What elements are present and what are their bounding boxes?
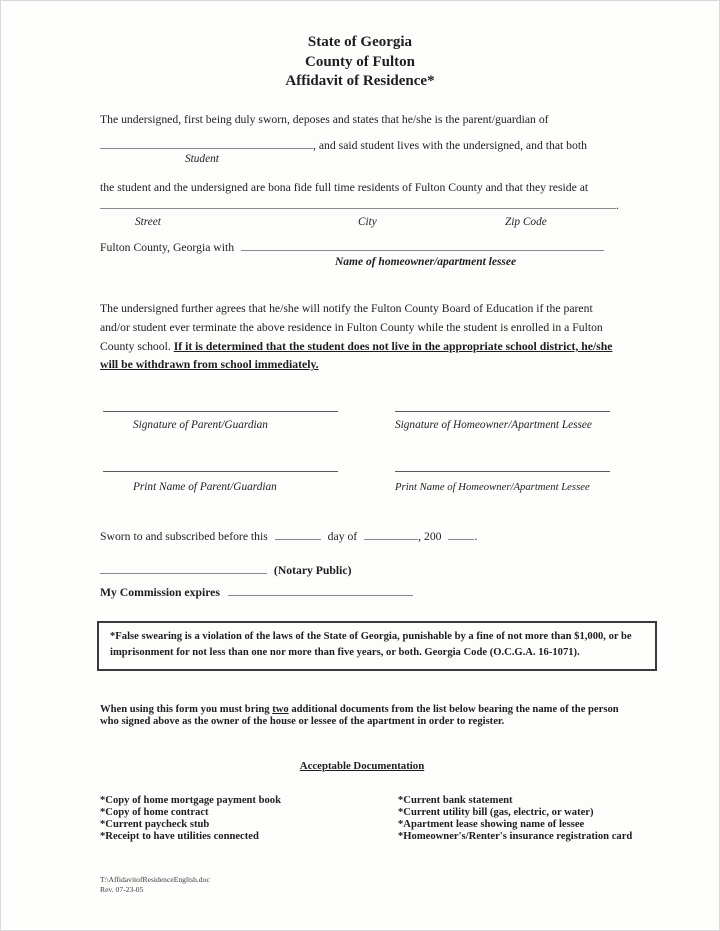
intro-line-2-text: , and said student lives with the undersigned, and that both [313, 139, 587, 152]
signature-parent-label: Signature of Parent/Guardian [133, 419, 268, 431]
intro-line-3: the student and the undersigned are bona fide full time residents of Fulton County and that they reside at [100, 181, 589, 194]
notary-public-label: (Notary Public) [273, 564, 352, 577]
day-blank [275, 527, 321, 540]
instructions-paragraph [100, 704, 624, 728]
instructions-part2: additional documents from the list below bearing the name of the person who signed above as the owner of the house or lessee of the apartment in order to register. [100, 704, 619, 727]
doc-item-bank-statement: *Current bank statement [398, 795, 513, 806]
sworn-line [100, 527, 477, 544]
commission-date-blank [228, 583, 413, 596]
print-homeowner-label: Print Name of Homeowner/Apartment Lessee [395, 481, 590, 493]
city-label: City [358, 216, 377, 228]
agreement-emphasized-text: If it is determined that the student does not live in the appropriate school district, he/she will be withdrawn from school immediately. [100, 339, 613, 372]
year-blank [448, 527, 474, 540]
docs-right-column [398, 795, 632, 843]
fulton-county-prefix: Fulton County, Georgia with [100, 241, 235, 254]
commission-label: My Commission expires [100, 586, 220, 599]
print-parent-label: Print Name of Parent/Guardian [133, 481, 277, 493]
year-prefix: , 200 [418, 530, 442, 543]
instructions-part1: When using this form you must bring [100, 704, 273, 715]
month-blank [364, 527, 418, 540]
homeowner-lessee-label: Name of homeowner/apartment lessee [335, 256, 517, 268]
intro-line-2 [100, 136, 624, 153]
agreement-normal-text: The undersigned further agrees that he/she will notify the Fulton County Board of Education if the parent and/or student ever terminate the above residence in Fulton County while the student is enrolled in a Fulton County school. [100, 302, 603, 353]
signature-parent-line [103, 411, 338, 412]
doc-item-apartment-lease: *Apartment lease showing name of lessee [398, 818, 585, 830]
day-of-label: day of [327, 530, 358, 543]
intro-line-1: The undersigned, first being duly sworn, deposes and states that he/she is the parent/guardian of [100, 113, 549, 126]
commission-line [100, 583, 413, 600]
false-swearing-warning-text: *False swearing is a violation of the laws of the State of Georgia, punishable by a fine of not more than $1,000, or be imprisonment for not less than one nor more than five years, or both. Georgia Code (O.C.G.A. 16-1071). [110, 631, 632, 658]
doc-item-utilities-receipt: *Receipt to have utilities connected [100, 830, 259, 842]
footer-revision: Rev. 07-23-05 [100, 885, 144, 894]
address-line [100, 196, 624, 213]
doc-item-insurance-card: *Homeowner's/Renter's insurance registration card [398, 830, 633, 842]
student-name-blank [100, 136, 313, 149]
zip-code-label: Zip Code [505, 216, 547, 228]
notary-signature-blank [100, 561, 267, 574]
notary-line [100, 561, 352, 578]
address-blank [100, 196, 616, 209]
title-county: County of Fulton [304, 53, 416, 70]
print-parent-line [103, 471, 338, 472]
signature-homeowner-line [395, 411, 610, 412]
false-swearing-warning-box [97, 621, 657, 671]
document-footer [100, 875, 210, 895]
student-label: Student [185, 153, 219, 165]
doc-item-mortgage-book: *Copy of home mortgage payment book [100, 795, 281, 806]
street-label: Street [135, 216, 161, 228]
document-title-block [0, 33, 720, 92]
sworn-prefix: Sworn to and subscribed before this [100, 530, 268, 543]
print-homeowner-line [395, 471, 610, 472]
doc-item-paycheck-stub: *Current paycheck stub [100, 818, 210, 830]
docs-left-column [100, 795, 281, 843]
address-line-end: . [616, 199, 619, 212]
instructions-two: two [272, 704, 289, 715]
doc-item-home-contract: *Copy of home contract [100, 806, 209, 818]
agreement-paragraph [100, 300, 624, 375]
signature-homeowner-label: Signature of Homeowner/Apartment Lessee [395, 419, 592, 431]
homeowner-name-blank [241, 238, 604, 251]
fulton-county-line [100, 238, 624, 255]
doc-item-utility-bill: *Current utility bill (gas, electric, or water) [398, 806, 594, 818]
acceptable-documentation-heading: Acceptable Documentation [299, 760, 425, 772]
footer-file-path: T:\AffidavitofResidenceEnglish.doc [100, 875, 210, 884]
title-state: State of Georgia [307, 34, 413, 50]
title-affidavit: Affidavit of Residence* [285, 73, 435, 89]
sworn-end: . [474, 530, 478, 543]
